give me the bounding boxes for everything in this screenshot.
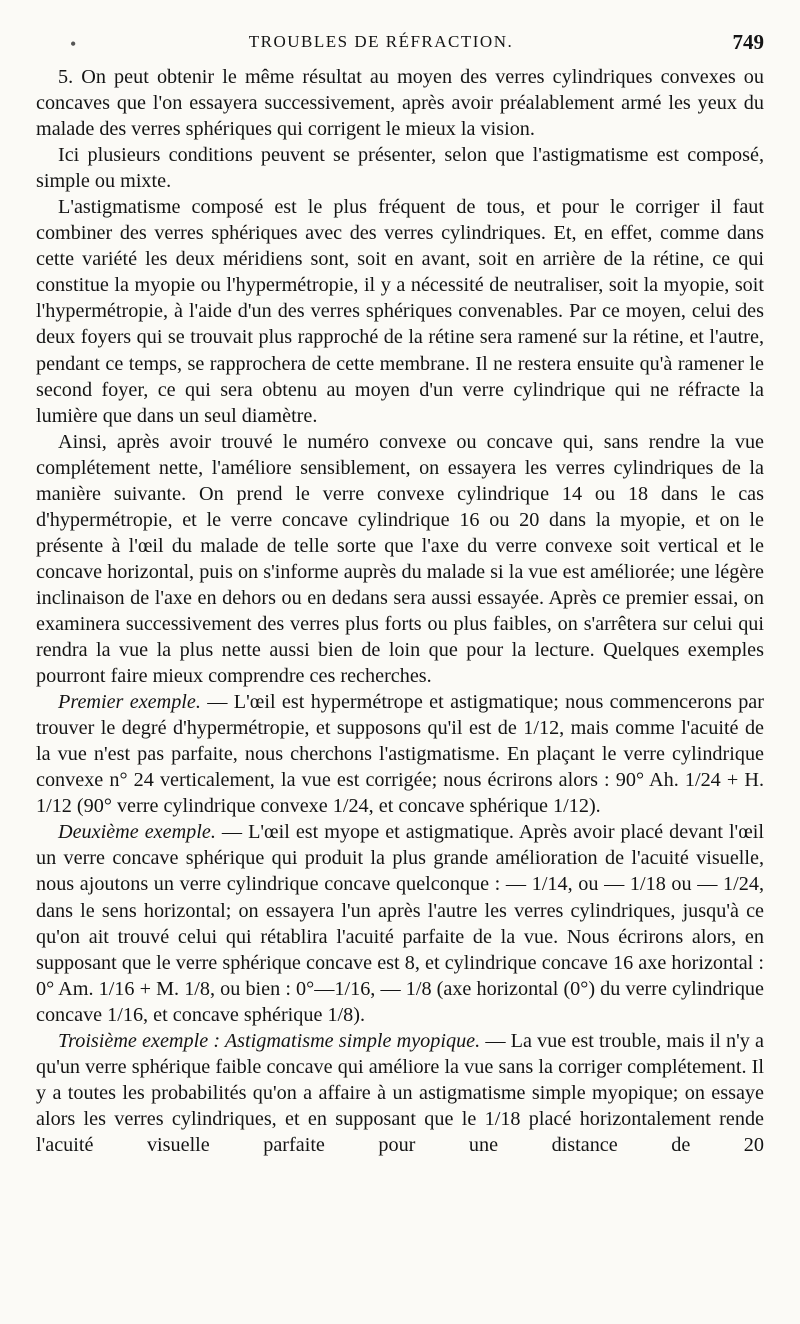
example-heading: Troisième exemple : Astigmatisme simple myopique.: [58, 1029, 481, 1052]
example-heading: Deuxième exemple.: [58, 821, 216, 844]
page-number: 749: [732, 30, 764, 54]
paragraph-premier-exemple: Premier exemple. — L'œil est hypermétrope et astigmatique; nous commencerons par trouver le degré d'hypermétropie, et supposons qu'il est de 1/12, mais comme l'acuité de la vue n'est pas parfaite, nous cherchons l'astigmatisme. En plaçant le verre cylindrique convexe n° 24 verticalement, la vue est corrigée; nous écrirons alors : 90° Ah. 1/24 + H. 1/12 (90° verre cylindrique convexe 1/24, et concave sphérique 1/12).: [36, 691, 764, 818]
ornament-dot: •: [70, 34, 77, 54]
example-heading: Premier exemple.: [58, 691, 201, 714]
paragraph-4: Ainsi, après avoir trouvé le numéro convexe ou concave qui, sans rendre la vue complétement nette, l'améliore sensiblement, on essayera les verres cylindriques de la manière suivante. On prend le verre convexe cylindrique 14 ou 18 dans le cas d'hypermétropie, et le verre concave cylindrique 16 ou 20 dans la myopie, et on le présente à l'œil du malade de telle sorte que l'axe du verre convexe soit vertical et le concave horizontal, puis on s'informe auprès du malade si la vue est améliorée; une légère inclinaison de l'axe en dehors ou en dedans sera aussi essayée. Après ce premier essai, on examinera successivement des verres plus forts ou plus faibles, on s'arrêtera sur celui qui rendra la vue la plus nette aussi bien de loin que pour la lecture. Quelques exemples pourront faire mieux comprendre ces recherches.: [36, 430, 764, 688]
paragraph-troisieme-exemple: Troisième exemple : Astigmatisme simple myopique. — La vue est trouble, mais il n'y a qu'un verre sphérique faible concave qui améliore la vue sans la corriger complétement. Il y a toutes les probabilités qu'on a affaire à un astigmatisme simple myopique; on essaye alors les verres cylindriques, et en supposant que le 1/18 placé horizontalement rende l'acuité visuelle parfaite pour une distance de 20: [36, 1029, 764, 1156]
body-text: [36, 64, 764, 1158]
running-header: [58, 30, 764, 58]
running-title: TROUBLES DE RÉFRACTION.: [248, 32, 514, 51]
paragraph-deuxieme-exemple: Deuxième exemple. — L'œil est myope et astigmatique. Après avoir placé devant l'œil un verre concave sphérique qui produit la plus grande amélioration de l'acuité visuelle, nous ajoutons un verre cylindrique concave quelconque : — 1/14, ou — 1/18 ou — 1/24, dans le sens horizontal; on essayera l'un après l'autre les verres cylindriques, jusqu'à ce qu'on ait trouvé celui qui rétablira l'acuité parfaite de la vue. Nous écrirons alors, en supposant que le verre sphérique concave est 8, et cylindrique concave 16 axe horizontal : 0° Am. 1/16 + M. 1/8, ou bien : 0°—1/16, — 1/8 (axe horizontal (0°) du verre cylindrique concave 1/16, et concave sphérique 1/8).: [36, 821, 764, 1026]
paragraph-2: Ici plusieurs conditions peuvent se présenter, selon que l'astigmatisme est composé, simple ou mixte.: [36, 144, 764, 193]
paragraph-3: L'astigmatisme composé est le plus fréquent de tous, et pour le corriger il faut combiner des verres sphériques avec des verres cylindriques. Et, en effet, comme dans cette variété les deux méridiens sont, soit en avant, soit en arrière de la rétine, ce qui constitue la myopie ou l'hypermétropie, il y a nécessité de neutraliser, soit la myopie, soit l'hypermétropie, à l'aide d'un des verres sphériques convenables. Par ce moyen, celui des deux foyers qui se trouvait plus rapproché de la rétine sera ramené sur la rétine, et l'autre, pendant ce temps, se rapprochera de cette membrane. Il ne restera ensuite qu'à ramener le second foyer, ce qui sera obtenu au moyen d'un verre cylindrique qui ne réfracte la lumière que dans un seul diamètre.: [36, 196, 764, 427]
paragraph-1: 5. On peut obtenir le même résultat au moyen des verres cylindriques convexes ou concaves que l'on essayera successivement, après avoir préalablement armé les yeux du malade des verres sphériques qui corrigent le mieux la vision.: [36, 66, 764, 141]
